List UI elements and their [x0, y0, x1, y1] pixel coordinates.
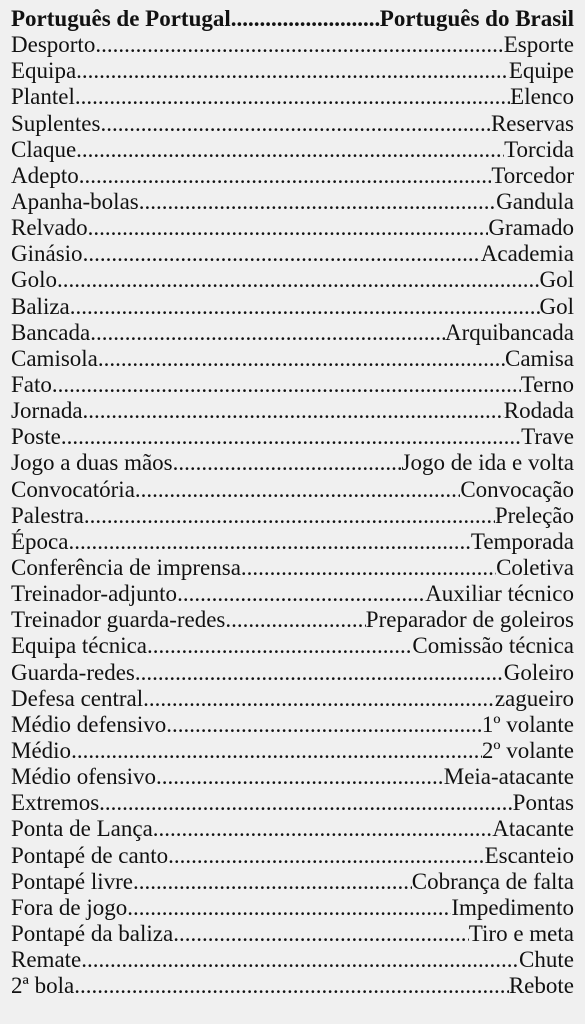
term-row — [11, 215, 574, 241]
term-brasil: Gandula — [496, 188, 574, 214]
dot-leader — [156, 764, 444, 790]
header-row — [11, 6, 574, 32]
term-brasil: Academia — [480, 241, 574, 267]
term-row — [11, 843, 574, 869]
dot-leader — [153, 816, 492, 842]
dot-leader — [166, 712, 482, 738]
term-portugal: Pontapé da baliza — [11, 920, 174, 946]
term-brasil: 2º volante — [481, 737, 574, 763]
dot-leader — [173, 450, 402, 476]
term-list — [11, 32, 574, 999]
term-portugal: Poste — [11, 424, 61, 450]
term-portugal: Época — [11, 528, 69, 554]
term-brasil: Equipe — [508, 58, 574, 84]
term-portugal: Remate — [11, 947, 82, 973]
term-row — [11, 424, 574, 450]
dot-leader — [88, 215, 489, 241]
term-row — [11, 764, 574, 790]
term-row — [11, 294, 574, 320]
dot-leader — [70, 294, 540, 320]
dot-leader — [173, 921, 469, 947]
term-brasil: Gramado — [488, 215, 574, 241]
term-brasil: Atacante — [492, 816, 574, 842]
term-row — [11, 111, 574, 137]
term-row — [11, 320, 574, 346]
dot-leader — [135, 477, 460, 503]
term-brasil: Gol — [539, 293, 574, 319]
term-portugal: Treinador-adjunto — [11, 581, 178, 607]
term-portugal: Jogo a duas mãos — [11, 450, 173, 476]
term-portugal: Camisola — [11, 345, 98, 371]
dot-leader — [225, 607, 365, 633]
term-portugal: Extremos — [11, 790, 100, 816]
term-row — [11, 267, 574, 293]
term-portugal: Equipa técnica — [11, 633, 148, 659]
term-row — [11, 686, 574, 712]
term-portugal: Suplentes — [11, 110, 101, 136]
term-row — [11, 58, 574, 84]
dot-leader — [76, 58, 509, 84]
dot-leader — [84, 503, 495, 529]
dot-leader — [99, 790, 513, 816]
term-brasil: Reservas — [490, 110, 574, 136]
term-brasil: Preparador de goleiros — [365, 607, 574, 633]
term-portugal: Apanha-bolas — [11, 188, 139, 214]
term-row — [11, 189, 574, 215]
term-brasil: 1º volante — [481, 711, 574, 737]
term-portugal: Claque — [11, 136, 77, 162]
header-portugal: Português de Portugal — [11, 6, 231, 31]
term-brasil: Elenco — [510, 84, 574, 110]
term-row — [11, 790, 574, 816]
term-brasil: Tiro e meta — [468, 920, 574, 946]
term-portugal: Relvado — [11, 215, 88, 241]
term-portugal: Guarda-redes — [11, 659, 135, 685]
term-row — [11, 503, 574, 529]
term-row — [11, 137, 574, 163]
term-portugal: Defesa central — [11, 685, 144, 711]
term-row — [11, 555, 574, 581]
term-row — [11, 947, 574, 973]
dot-leader — [75, 84, 510, 110]
dot-leader — [231, 6, 380, 32]
dot-leader — [100, 111, 491, 137]
term-brasil: Convocação — [460, 476, 574, 502]
dot-leader — [52, 372, 521, 398]
term-row — [11, 607, 574, 633]
term-brasil: Preleção — [494, 502, 574, 528]
dot-leader — [147, 633, 412, 659]
term-row — [11, 346, 574, 372]
term-row — [11, 712, 574, 738]
term-row — [11, 633, 574, 659]
dot-leader — [241, 555, 496, 581]
dot-leader — [135, 660, 504, 686]
term-row — [11, 372, 574, 398]
dot-leader — [83, 241, 481, 267]
term-row — [11, 163, 574, 189]
dot-leader — [57, 267, 540, 293]
term-portugal: Bancada — [11, 319, 91, 345]
dot-leader — [90, 320, 445, 346]
term-brasil: Gol — [539, 267, 574, 293]
term-brasil: Goleiro — [503, 659, 574, 685]
term-portugal: Fato — [11, 371, 52, 397]
dot-leader — [98, 346, 505, 372]
term-brasil: Coletiva — [496, 554, 574, 580]
term-portugal: Fora de jogo — [11, 894, 128, 920]
term-brasil: Pontas — [512, 790, 574, 816]
term-brasil: Trave — [521, 424, 574, 450]
dot-leader — [61, 424, 521, 450]
term-brasil: zagueiro — [494, 685, 574, 711]
term-brasil: Terno — [520, 371, 574, 397]
term-row — [11, 738, 574, 764]
term-row — [11, 921, 574, 947]
term-portugal: Plantel — [11, 84, 75, 110]
term-brasil: Rodada — [503, 398, 574, 424]
header-brasil: Português do Brasil — [379, 6, 574, 31]
term-portugal: Médio defensivo — [11, 711, 167, 737]
term-row — [11, 895, 574, 921]
term-brasil: Camisa — [505, 345, 574, 371]
term-brasil: Esporte — [503, 32, 574, 58]
term-brasil: Temporada — [470, 528, 574, 554]
dot-leader — [177, 581, 425, 607]
term-portugal: Pontapé de canto — [11, 842, 169, 868]
term-portugal: Equipa — [11, 58, 77, 84]
dot-leader — [76, 137, 504, 163]
dot-leader — [71, 738, 482, 764]
dot-leader — [95, 32, 503, 58]
dot-leader — [68, 529, 470, 555]
term-row — [11, 241, 574, 267]
term-portugal: Pontapé livre — [11, 868, 133, 894]
dot-leader — [139, 189, 496, 215]
dot-leader — [74, 973, 509, 999]
term-brasil: Arquibancada — [445, 319, 574, 345]
term-portugal: Desporto — [11, 32, 96, 58]
dot-leader — [83, 398, 504, 424]
dot-leader — [79, 163, 492, 189]
term-row — [11, 84, 574, 110]
term-portugal: Convocatória — [11, 476, 135, 502]
term-row — [11, 529, 574, 555]
term-brasil: Jogo de ida e volta — [401, 450, 574, 476]
term-brasil: Comissão técnica — [412, 633, 574, 659]
term-portugal: Médio — [11, 737, 72, 763]
term-portugal: Ginásio — [11, 241, 83, 267]
term-portugal: Adepto — [11, 162, 79, 188]
term-brasil: Rebote — [508, 973, 574, 999]
term-portugal: Palestra — [11, 502, 84, 528]
term-brasil: Torcedor — [491, 162, 574, 188]
term-brasil: Cobrança de falta — [411, 868, 574, 894]
term-brasil: Impedimento — [451, 894, 574, 920]
dot-leader — [143, 686, 495, 712]
term-portugal: Jornada — [11, 398, 83, 424]
term-portugal: Treinador guarda-redes — [11, 607, 226, 633]
term-row — [11, 477, 574, 503]
term-row — [11, 581, 574, 607]
term-portugal: Ponta de Lança — [11, 816, 153, 842]
dot-leader — [127, 895, 451, 921]
term-row — [11, 32, 574, 58]
term-brasil: Chute — [519, 947, 574, 973]
term-row — [11, 869, 574, 895]
term-brasil: Torcida — [504, 136, 574, 162]
term-brasil: Escanteio — [484, 842, 574, 868]
dot-leader — [168, 843, 484, 869]
term-portugal: Conferência de imprensa — [11, 554, 241, 580]
term-brasil: Meia-atacante — [443, 764, 574, 790]
dot-leader — [133, 869, 412, 895]
dot-leader — [81, 947, 519, 973]
term-row — [11, 816, 574, 842]
term-row — [11, 973, 574, 999]
term-row — [11, 660, 574, 686]
term-portugal: Golo — [11, 267, 57, 293]
term-portugal: Baliza — [11, 293, 70, 319]
term-row — [11, 398, 574, 424]
term-portugal: Médio ofensivo — [11, 764, 157, 790]
term-portugal: 2ª bola — [11, 973, 75, 999]
term-brasil: Auxiliar técnico — [425, 581, 574, 607]
term-row — [11, 450, 574, 476]
